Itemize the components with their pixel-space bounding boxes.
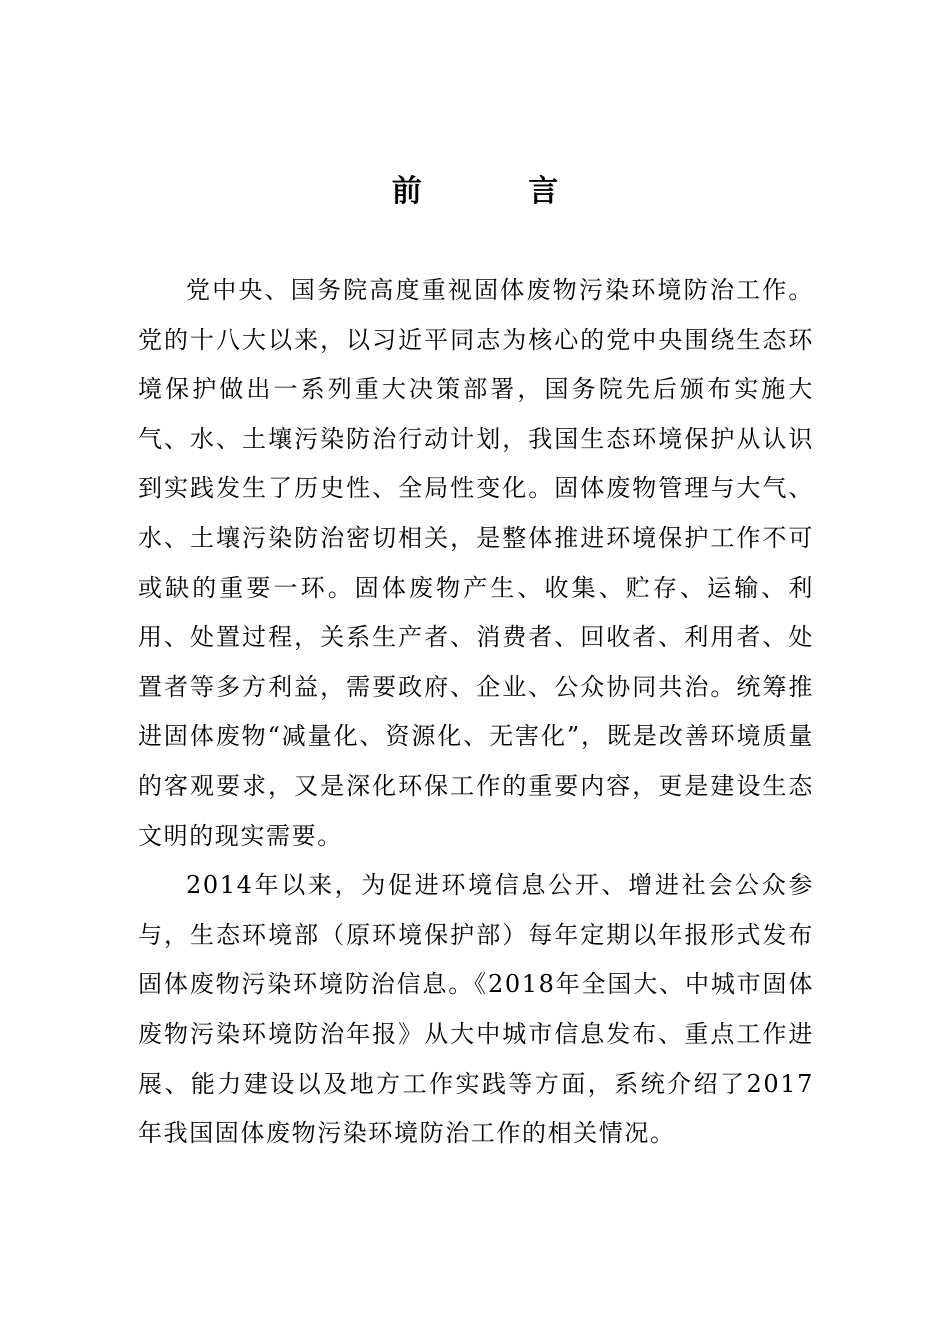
body-text	[138, 266, 814, 1159]
page-title: 前 言	[391, 174, 607, 209]
paragraph-1: 党中央、国务院高度重视固体废物污染环境防治工作。党的十八大以来，以习近平同志为核心的党中央围绕生态环境保护做出一系列重大决策部署，国务院先后颁布实施大气、水、土壤污染防治行动计划，我国生态环境保护从认识到实践发生了历史性、全局性变化。固体废物管理与大气、水、土壤污染防治密切相关，是整体推进环境保护工作不可或缺的重要一环。固体废物产生、收集、贮存、运输、利用、处置过程，关系生产者、消费者、回收者、利用者、处置者等多方利益，需要政府、企业、公众协同共治。统筹推进固体废物“减量化、资源化、无害化”，既是改善环境质量的客观要求，又是深化环保工作的重要内容，更是建设生态文明的现实需要。	[138, 276, 814, 850]
paragraph-2: 2014年以来，为促进环境信息公开、增进社会公众参与，生态环境部（原环境保护部）每年定期以年报形式发布固体废物污染环境防治信息。《2018年全国大、中城市固体废物污染环境防治年报》从大中城市信息发布、重点工作进展、能力建设以及地方工作实践等方面，系统介绍了2017年我国固体废物污染环境防治工作的相关情况。	[138, 871, 814, 1148]
